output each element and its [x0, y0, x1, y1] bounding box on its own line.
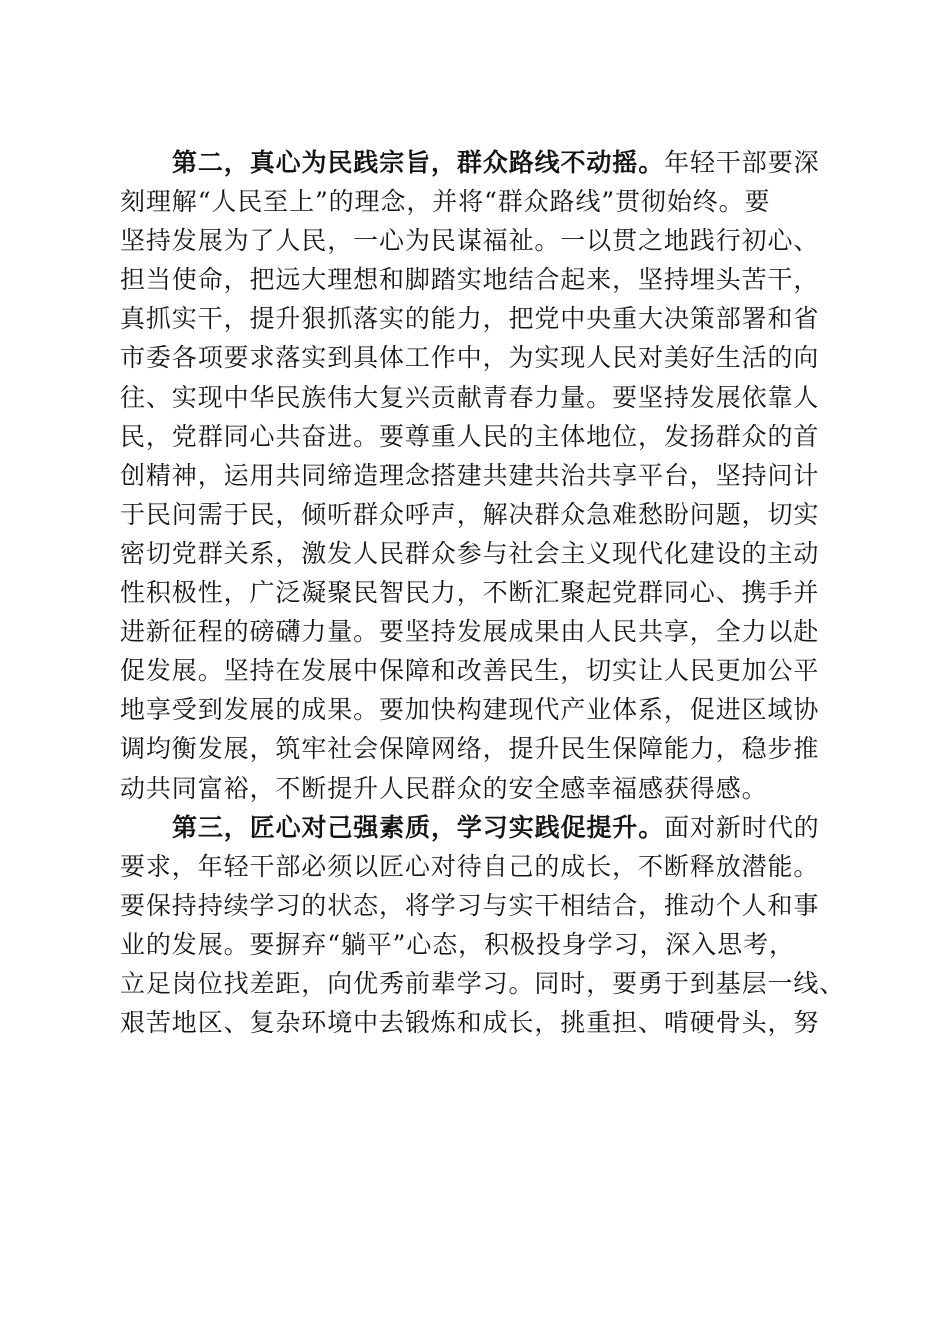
paragraph-2-line-3: 要保持持续学习的状态，将学习与实干相结合，推动个人和事: [120, 890, 820, 920]
paragraph-1-line-7: 往、实现中华民族伟大复兴贡献青春力量。要坚持发展依靠人: [120, 382, 820, 412]
paragraph-1-line-2: 刻理解“人民至上”的理念，并将“群众路线”贯彻始终。要: [120, 187, 771, 217]
paragraph-2-line-1: [120, 808, 832, 847]
paragraph-1-line-6: 市委各项要求落实到具体工作中，为实现人民对美好生活的向: [120, 343, 820, 373]
paragraph-1-line-3: 坚持发展为了人民，一心为民谋福祉。一以贯之地践行初心、: [120, 226, 820, 256]
paragraph-1-lead: 第二，真心为民践宗旨，群众路线不动摇。: [172, 148, 665, 177]
paragraph-2-line-1-text: 面对新时代的: [664, 812, 820, 842]
paragraph-2-line-5: 立足岗位找差距，向优秀前辈学习。同时，要勇于到基层一线、: [120, 968, 846, 998]
paragraph-2-line-2: 要求，年轻干部必须以匠心对待自己的成长，不断释放潜能。: [120, 851, 820, 881]
paragraph-2-lead: 第三，匠心对己强素质，学习实践促提升。: [172, 812, 665, 842]
paragraph-1-line-9: 创精神，运用共同缔造理念搭建共建共治共享平台，坚持问计: [120, 460, 820, 490]
paragraph-1-line-14: 促发展。坚持在发展中保障和改善民生，切实让人民更加公平: [120, 656, 820, 686]
paragraph-1-line-5: 真抓实干，提升狠抓落实的能力，把党中央重大决策部署和省: [120, 304, 820, 334]
paragraph-1-line-10: 于民问需于民，倾听群众呼声，解决群众急难愁盼问题，切实: [120, 499, 820, 529]
paragraph-1-line-16: 调均衡发展，筑牢社会保障网络，提升民生保障能力，稳步推: [120, 734, 820, 764]
paragraph-2-line-6: 艰苦地区、复杂环境中去锻炼和成长，挑重担、啃硬骨头，努: [120, 1008, 820, 1038]
paragraph-2-line-4: 业的发展。要摒弃“躺平”心态，积极投身学习，深入思考，: [120, 929, 795, 959]
paragraph-1-line-11: 密切党群关系，激发人民群众参与社会主义现代化建设的主动: [120, 538, 820, 568]
paragraph-1-line-15: 地享受到发展的成果。要加快构建现代产业体系，促进区域协: [120, 695, 820, 725]
document-body: [120, 143, 846, 1042]
paragraph-1-line-8: 民，党群同心共奋进。要尊重人民的主体地位，发扬群众的首: [120, 421, 820, 451]
paragraph-1-line-13: 进新征程的磅礴力量。要坚持发展成果由人民共享，全力以赴: [120, 617, 820, 647]
paragraph-1-line-4: 担当使命，把远大理想和脚踏实地结合起来，坚持埋头苦干，: [120, 265, 820, 295]
paragraph-1-line-1: [120, 143, 832, 182]
paragraph-1-line-12: 性积极性，广泛凝聚民智民力，不断汇聚起党群同心、携手并: [120, 578, 820, 608]
paragraph-1-line-1-text: 年轻干部要深: [664, 148, 820, 177]
paragraph-1-line-17: 动共同富裕，不断提升人民群众的安全感幸福感获得感。: [120, 773, 768, 803]
